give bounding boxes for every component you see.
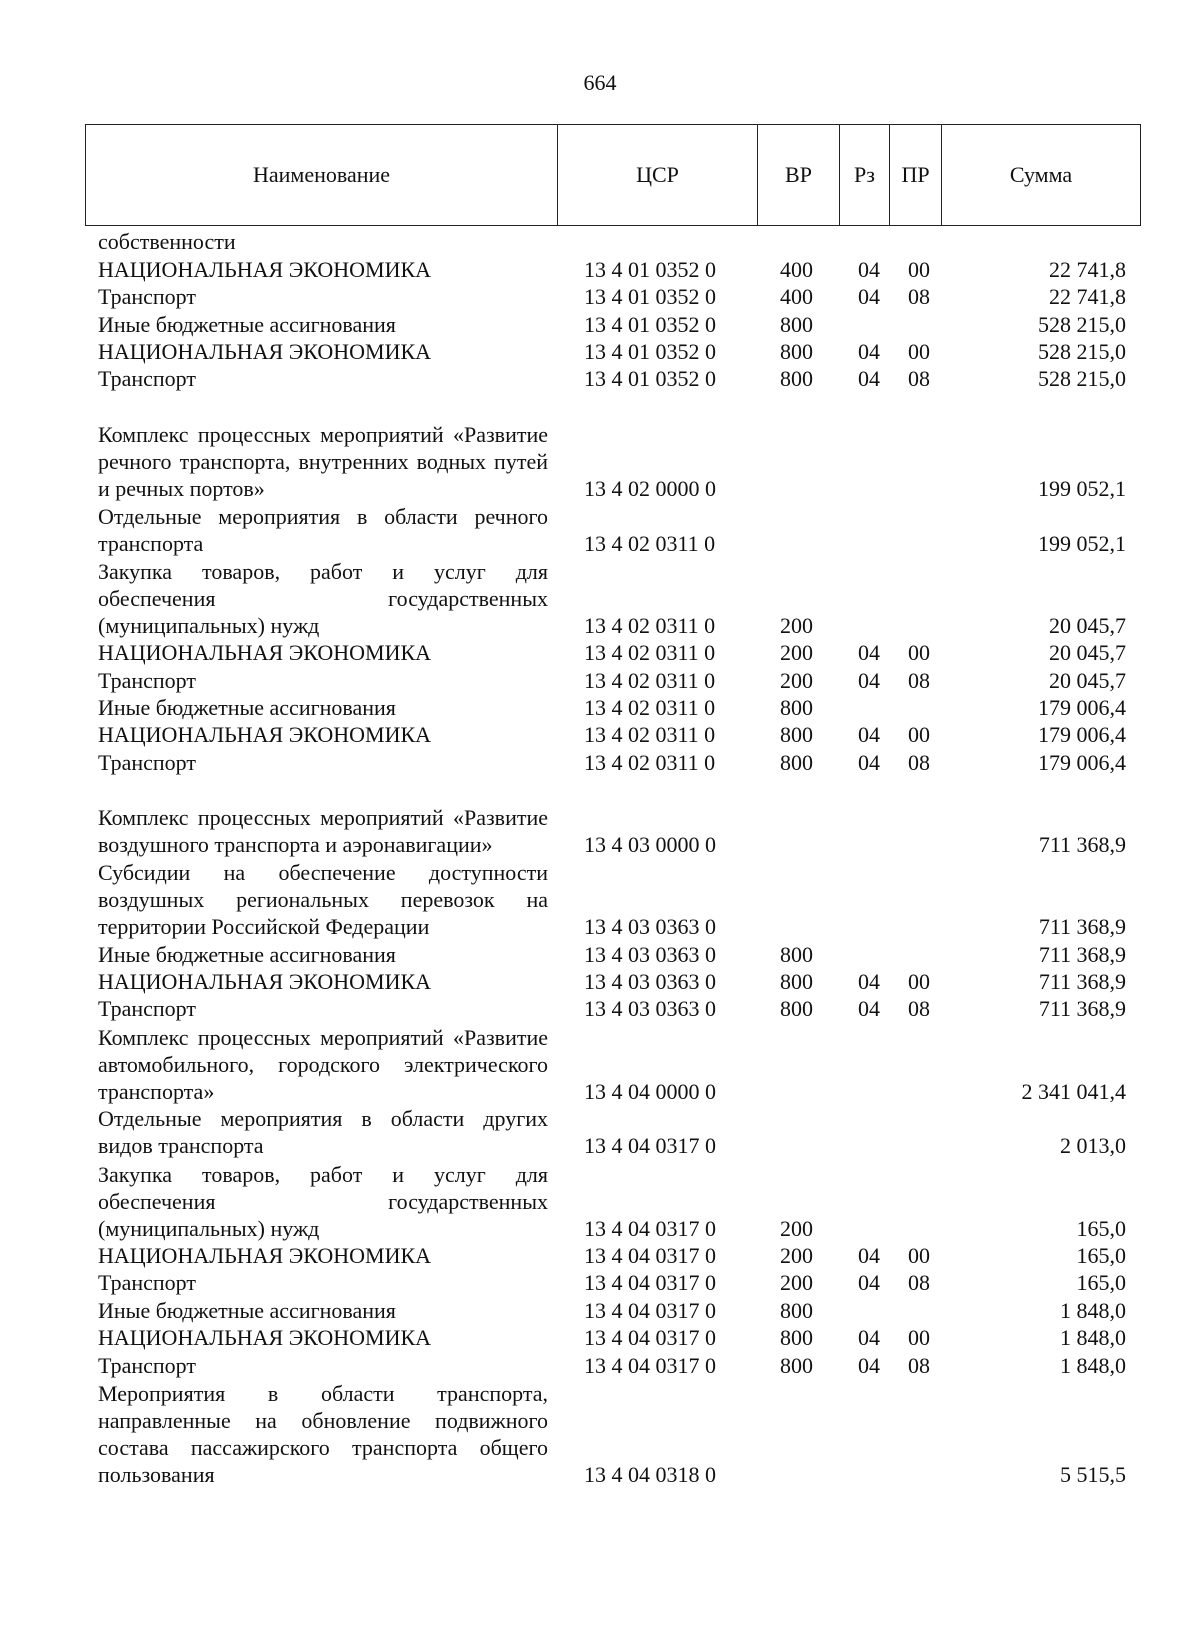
cell-vr: 400 — [780, 284, 813, 310]
cell-csr: 13 4 04 0317 0 — [584, 1133, 716, 1159]
cell-sum: 1 848,0 — [1060, 1325, 1126, 1351]
cell-sum: 528 215,0 — [1038, 311, 1126, 337]
cell-sum: 2 341 041,4 — [1021, 1078, 1126, 1104]
table-row — [0, 639, 1200, 666]
cell-csr: 13 4 03 0363 0 — [584, 914, 716, 940]
cell-sum: 711 368,9 — [1038, 914, 1126, 940]
table-row — [0, 1159, 1200, 1241]
cell-csr: 13 4 03 0000 0 — [584, 832, 716, 858]
table-row — [0, 365, 1200, 392]
table-row — [0, 995, 1200, 1022]
header-name: Наименование — [86, 125, 558, 226]
header-sum: Сумма — [942, 125, 1141, 226]
cell-csr: 13 4 02 0311 0 — [584, 530, 716, 556]
cell-vr: 200 — [780, 1270, 813, 1296]
cell-pr: 00 — [908, 1242, 930, 1268]
cell-vr: 800 — [780, 1297, 813, 1323]
table-row — [0, 283, 1200, 310]
table-row — [0, 1269, 1200, 1296]
cell-pr: 00 — [908, 969, 930, 995]
cell-name: Транспорт — [98, 749, 197, 775]
cell-name: Отдельные мероприятия в области речного транспорта — [98, 503, 548, 556]
cell-name: Комплекс процессных мероприятий «Развитие речного транспорта, внутренних водных путей и речных портов» — [98, 421, 548, 501]
cell-name: НАЦИОНАЛЬНАЯ ЭКОНОМИКА — [98, 1325, 432, 1351]
cell-csr: 13 4 03 0363 0 — [584, 996, 716, 1022]
cell-sum: 22 741,8 — [1049, 284, 1126, 310]
cell-pr: 08 — [908, 667, 930, 693]
table-body — [0, 228, 1200, 1488]
cell-rz: 04 — [858, 1270, 880, 1296]
cell-rz: 04 — [858, 640, 880, 666]
cell-sum: 1 848,0 — [1060, 1352, 1126, 1378]
table-row — [0, 392, 1200, 502]
cell-csr: 13 4 02 0311 0 — [584, 749, 716, 775]
table-row — [0, 968, 1200, 995]
cell-sum: 20 045,7 — [1049, 612, 1126, 638]
cell-name: Транспорт — [98, 284, 197, 310]
cell-rz: 04 — [858, 996, 880, 1022]
cell-rz: 04 — [858, 749, 880, 775]
cell-csr: 13 4 04 0318 0 — [584, 1462, 716, 1488]
cell-csr: 13 4 02 0000 0 — [584, 475, 716, 501]
table-row — [0, 1105, 1200, 1160]
cell-sum: 165,0 — [1076, 1242, 1126, 1268]
cell-name: собственности — [98, 229, 236, 255]
cell-csr: 13 4 04 0317 0 — [584, 1270, 716, 1296]
cell-csr: 13 4 04 0317 0 — [584, 1297, 716, 1323]
cell-name: Субсидии на обеспечение доступности воздушных региональных перевозок на территории Российской Федерации — [98, 860, 548, 940]
header-vr: ВР — [758, 125, 840, 226]
table-row — [0, 1379, 1200, 1489]
cell-vr: 200 — [780, 1215, 813, 1241]
cell-name: НАЦИОНАЛЬНАЯ ЭКОНОМИКА — [98, 640, 432, 666]
table-row — [0, 1351, 1200, 1378]
cell-sum: 22 741,8 — [1049, 256, 1126, 282]
cell-sum: 20 045,7 — [1049, 667, 1126, 693]
cell-name: Транспорт — [98, 996, 197, 1022]
cell-csr: 13 4 02 0311 0 — [584, 695, 716, 721]
cell-vr: 800 — [780, 941, 813, 967]
cell-pr: 00 — [908, 1325, 930, 1351]
cell-name: Транспорт — [98, 1270, 197, 1296]
table-row — [0, 858, 1200, 940]
header-rz: Рз — [840, 125, 890, 226]
cell-name: Комплекс процессных мероприятий «Развитие воздушного транспорта и аэронавигации» — [98, 805, 548, 858]
cell-rz: 04 — [858, 256, 880, 282]
table-row — [0, 338, 1200, 365]
table-row — [0, 502, 1200, 557]
cell-csr: 13 4 04 0317 0 — [584, 1325, 716, 1351]
cell-csr: 13 4 04 0317 0 — [584, 1352, 716, 1378]
table-row — [0, 694, 1200, 721]
cell-csr: 13 4 01 0352 0 — [584, 311, 716, 337]
header-csr: ЦСР — [558, 125, 758, 226]
cell-sum: 711 368,9 — [1038, 832, 1126, 858]
cell-sum: 199 052,1 — [1038, 530, 1126, 556]
table-row — [0, 255, 1200, 282]
cell-name: НАЦИОНАЛЬНАЯ ЭКОНОМИКА — [98, 722, 432, 748]
table-row — [0, 1296, 1200, 1323]
cell-sum: 2 013,0 — [1060, 1133, 1126, 1159]
cell-name: НАЦИОНАЛЬНАЯ ЭКОНОМИКА — [98, 256, 432, 282]
cell-csr: 13 4 01 0352 0 — [584, 338, 716, 364]
cell-vr: 800 — [780, 311, 813, 337]
cell-rz: 04 — [858, 1242, 880, 1268]
cell-sum: 711 368,9 — [1038, 969, 1126, 995]
table-row — [0, 748, 1200, 775]
cell-name: Отдельные мероприятия в области других видов транспорта — [98, 1106, 548, 1159]
cell-pr: 08 — [908, 996, 930, 1022]
cell-name: Закупка товаров, работ и услуг для обеспечения государственных (муниципальных) нужд — [98, 1161, 548, 1241]
cell-name: Закупка товаров, работ и услуг для обеспечения государственных (муниципальных) нужд — [98, 558, 548, 638]
cell-pr: 08 — [908, 1352, 930, 1378]
cell-rz: 04 — [858, 284, 880, 310]
cell-pr: 00 — [908, 640, 930, 666]
table-row — [0, 310, 1200, 337]
cell-name: Иные бюджетные ассигнования — [98, 941, 396, 967]
table-header — [85, 124, 1141, 226]
cell-pr: 00 — [908, 722, 930, 748]
cell-sum: 179 006,4 — [1038, 749, 1126, 775]
cell-vr: 800 — [780, 695, 813, 721]
header-pr: ПР — [890, 125, 942, 226]
cell-rz: 04 — [858, 1352, 880, 1378]
cell-pr: 08 — [908, 1270, 930, 1296]
cell-vr: 800 — [780, 969, 813, 995]
table-row — [0, 1242, 1200, 1269]
cell-csr: 13 4 04 0000 0 — [584, 1078, 716, 1104]
cell-name: Иные бюджетные ассигнования — [98, 311, 396, 337]
cell-vr: 800 — [780, 749, 813, 775]
table-row — [0, 666, 1200, 693]
cell-sum: 20 045,7 — [1049, 640, 1126, 666]
cell-sum: 528 215,0 — [1038, 366, 1126, 392]
cell-sum: 165,0 — [1076, 1215, 1126, 1241]
cell-csr: 13 4 02 0311 0 — [584, 722, 716, 748]
cell-csr: 13 4 03 0363 0 — [584, 941, 716, 967]
cell-pr: 08 — [908, 366, 930, 392]
cell-csr: 13 4 02 0311 0 — [584, 667, 716, 693]
cell-vr: 800 — [780, 338, 813, 364]
cell-name: Мероприятия в области транспорта, направленные на обновление подвижного состава пассажирского транспорта общего пользования — [98, 1381, 548, 1488]
cell-sum: 199 052,1 — [1038, 475, 1126, 501]
table-row — [0, 1324, 1200, 1351]
cell-pr: 08 — [908, 749, 930, 775]
cell-csr: 13 4 02 0311 0 — [584, 612, 716, 638]
cell-pr: 00 — [908, 338, 930, 364]
cell-rz: 04 — [858, 1325, 880, 1351]
table-row — [0, 940, 1200, 967]
cell-csr: 13 4 01 0352 0 — [584, 256, 716, 282]
cell-sum: 165,0 — [1076, 1270, 1126, 1296]
cell-name: НАЦИОНАЛЬНАЯ ЭКОНОМИКА — [98, 969, 432, 995]
table-row — [0, 776, 1200, 858]
cell-rz: 04 — [858, 338, 880, 364]
cell-name: НАЦИОНАЛЬНАЯ ЭКОНОМИКА — [98, 1242, 432, 1268]
cell-csr: 13 4 01 0352 0 — [584, 366, 716, 392]
cell-vr: 200 — [780, 667, 813, 693]
cell-vr: 800 — [780, 366, 813, 392]
cell-vr: 200 — [780, 1242, 813, 1268]
cell-csr: 13 4 04 0317 0 — [584, 1242, 716, 1268]
page-number: 664 — [583, 70, 617, 95]
cell-sum: 711 368,9 — [1038, 941, 1126, 967]
table-row — [0, 1022, 1200, 1104]
cell-name: Транспорт — [98, 366, 197, 392]
cell-rz: 04 — [858, 722, 880, 748]
cell-vr: 400 — [780, 256, 813, 282]
cell-rz: 04 — [858, 969, 880, 995]
cell-pr: 08 — [908, 284, 930, 310]
cell-name: Транспорт — [98, 1352, 197, 1378]
cell-sum: 5 515,5 — [1060, 1462, 1126, 1488]
cell-vr: 800 — [780, 996, 813, 1022]
table-row — [0, 721, 1200, 748]
cell-csr: 13 4 03 0363 0 — [584, 969, 716, 995]
cell-vr: 800 — [780, 1325, 813, 1351]
cell-sum: 179 006,4 — [1038, 722, 1126, 748]
cell-vr: 200 — [780, 640, 813, 666]
cell-name: Иные бюджетные ассигнования — [98, 695, 396, 721]
cell-pr: 00 — [908, 256, 930, 282]
cell-csr: 13 4 01 0352 0 — [584, 284, 716, 310]
cell-sum: 711 368,9 — [1038, 996, 1126, 1022]
cell-rz: 04 — [858, 366, 880, 392]
cell-vr: 200 — [780, 612, 813, 638]
cell-csr: 13 4 04 0317 0 — [584, 1215, 716, 1241]
cell-vr: 800 — [780, 722, 813, 748]
cell-sum: 528 215,0 — [1038, 338, 1126, 364]
cell-name: Транспорт — [98, 667, 197, 693]
cell-sum: 1 848,0 — [1060, 1297, 1126, 1323]
cell-name: Иные бюджетные ассигнования — [98, 1297, 396, 1323]
cell-name: Комплекс процессных мероприятий «Развитие автомобильного, городского электрического транспорта» — [98, 1024, 548, 1104]
table-row — [0, 557, 1200, 639]
cell-sum: 179 006,4 — [1038, 695, 1126, 721]
table-row — [0, 228, 1200, 255]
cell-rz: 04 — [858, 667, 880, 693]
cell-csr: 13 4 02 0311 0 — [584, 640, 716, 666]
cell-name: НАЦИОНАЛЬНАЯ ЭКОНОМИКА — [98, 338, 432, 364]
cell-vr: 800 — [780, 1352, 813, 1378]
